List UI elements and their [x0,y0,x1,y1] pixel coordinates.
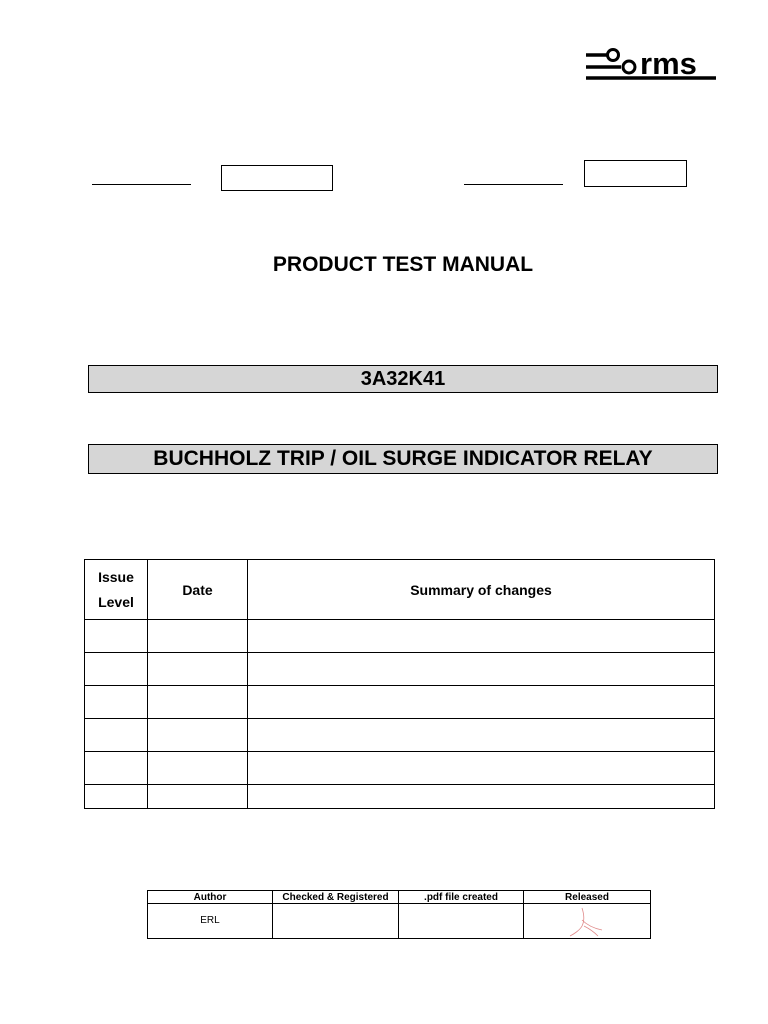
date-header: Date [148,560,248,620]
signature-line-left [92,184,191,185]
issue-cell [85,686,148,719]
date-cell [148,752,248,785]
author-cell [148,904,273,939]
signature-box-right [584,160,687,187]
table-row [85,752,715,785]
approvals-value-row [148,904,651,939]
summary-cell [248,686,715,719]
pdf-created-cell [399,904,524,939]
released-cell [524,904,651,939]
signature-box-left [221,165,333,191]
circuit-nodes-icon [585,46,719,86]
table-row [85,653,715,686]
product-name-banner: BUCHHOLZ TRIP / OIL SURGE INDICATOR RELAY [88,444,718,474]
issue-cell [85,653,148,686]
summary-header: Summary of changes [248,560,715,620]
table-row [85,620,715,653]
table-row [85,719,715,752]
table-row [85,785,715,809]
issue-cell [85,752,148,785]
table-row [85,686,715,719]
issue-cell [85,719,148,752]
date-cell [148,620,248,653]
date-cell [148,785,248,809]
author-header: Author [148,891,273,904]
summary-cell [248,620,715,653]
checked-registered-header: Checked & Registered [273,891,399,904]
signature-mark-icon [568,906,604,938]
pdf-created-header: .pdf file created [399,891,524,904]
product-code-banner: 3A32K41 [88,365,718,393]
signature-line-right [464,184,563,185]
date-cell [148,719,248,752]
approvals-table [147,890,651,939]
date-cell [148,686,248,719]
issue-level-header: Issue Level [85,560,148,620]
checked-registered-cell [273,904,399,939]
issue-cell [85,785,148,809]
summary-cell [248,752,715,785]
summary-cell [248,653,715,686]
document-title: PRODUCT TEST MANUAL [272,253,534,276]
approvals-header-row [148,891,651,904]
revision-table [84,559,715,809]
summary-cell [248,785,715,809]
summary-cell [248,719,715,752]
author-value: ERL [200,915,220,926]
released-header: Released [524,891,651,904]
date-cell [148,653,248,686]
company-logo [585,46,719,86]
logo-text: rms [640,46,697,81]
issue-cell [85,620,148,653]
revision-table-header [85,560,715,620]
